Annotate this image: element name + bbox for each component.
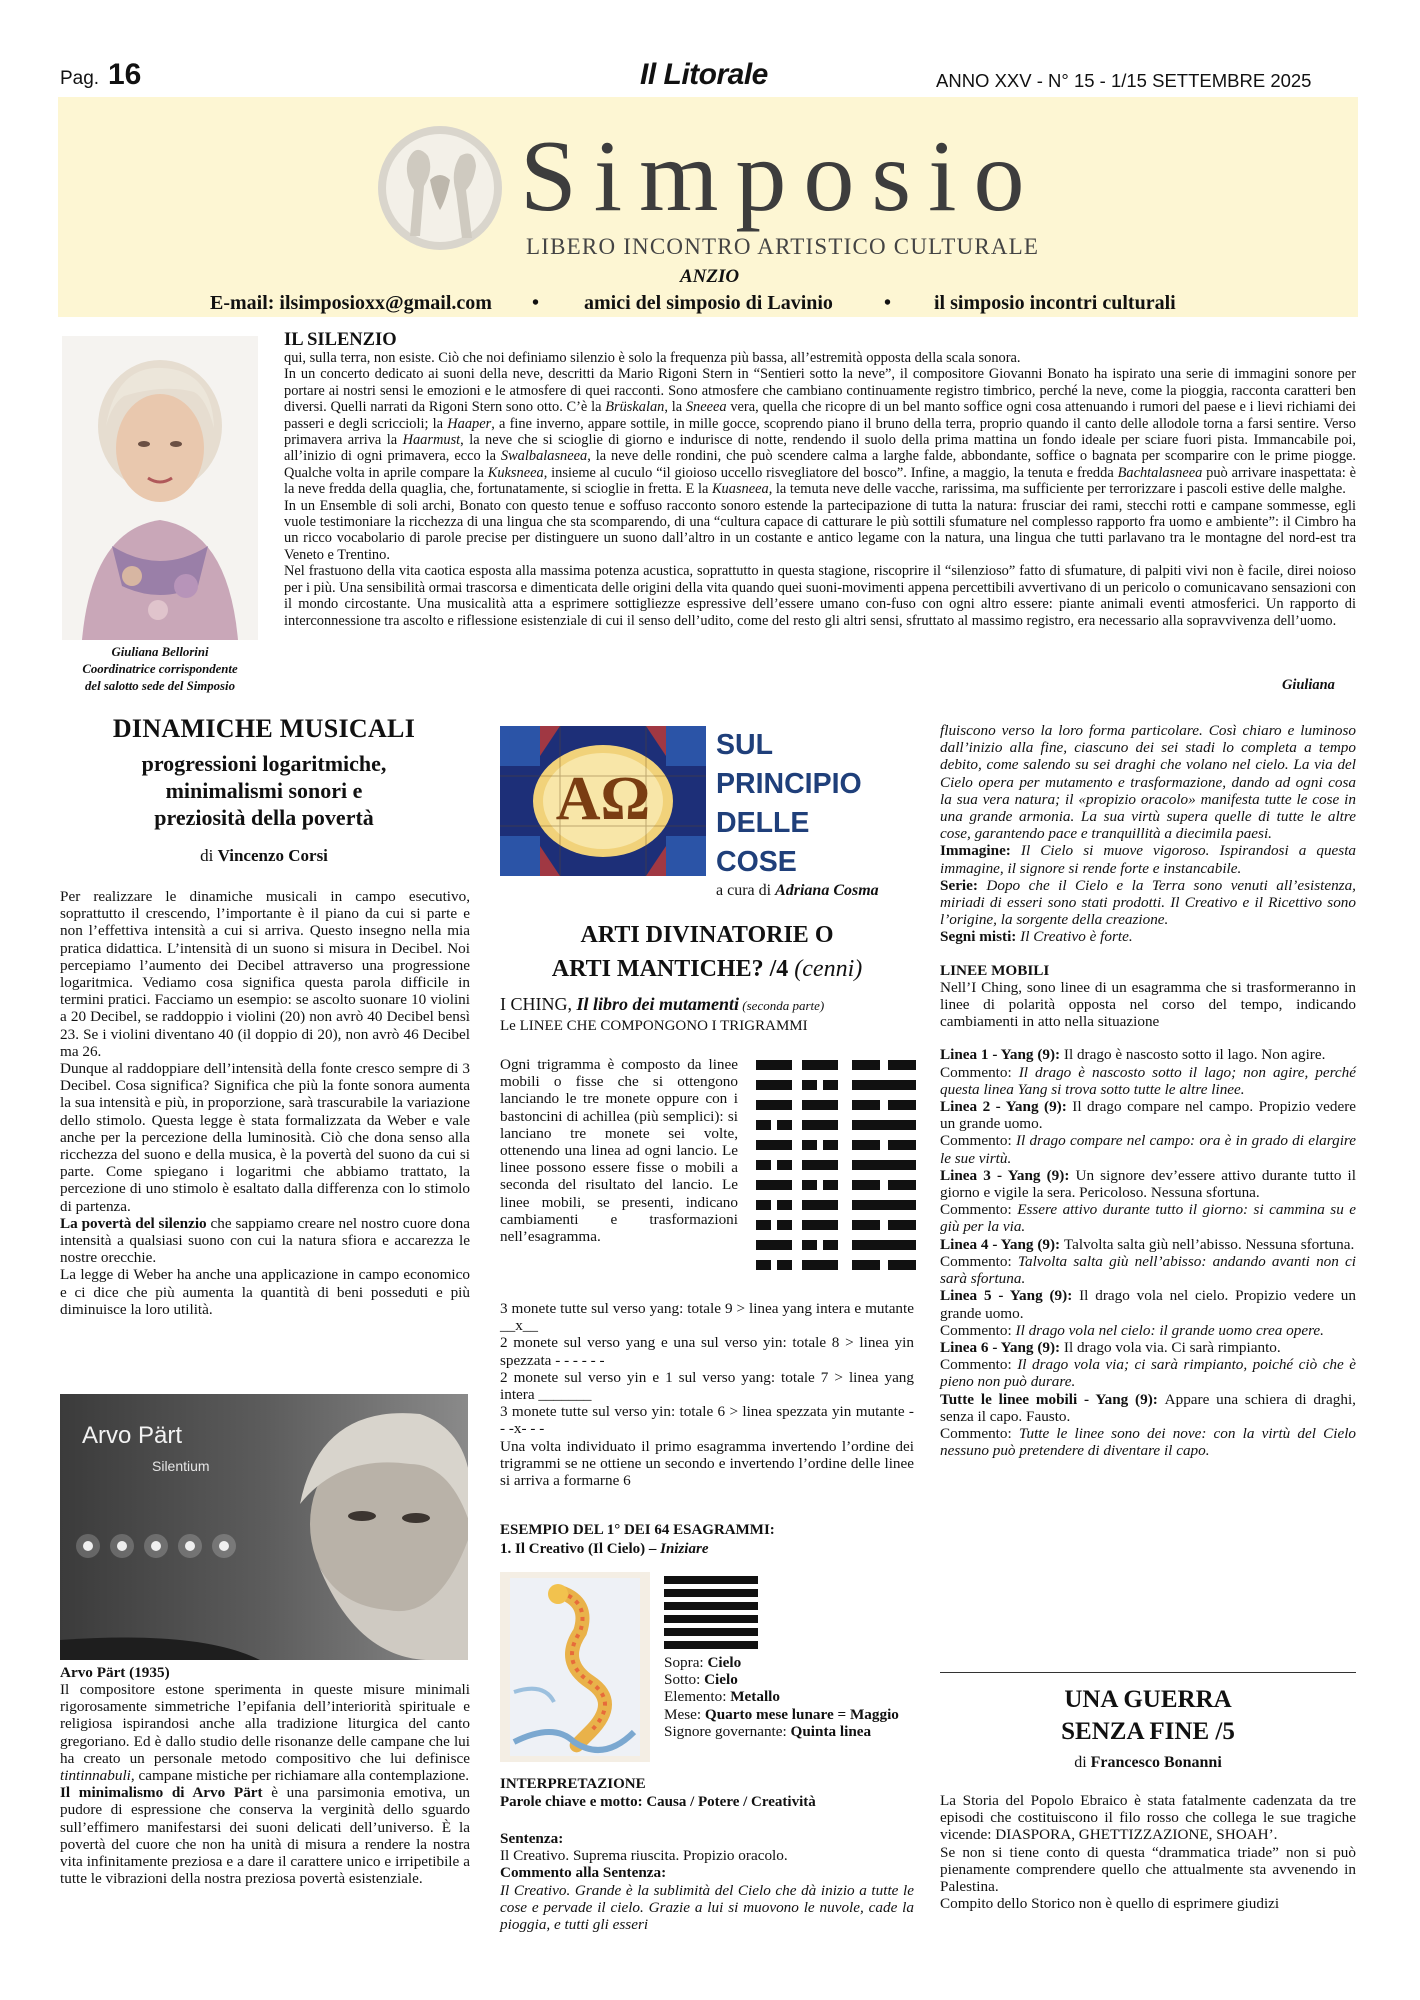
guerra-byline: di Francesco Bonanni	[1074, 1754, 1222, 1771]
commento-text: Il Creativo. Grande è la sublimità del Cielo che dà inizio a tutte le cose e pervade il cielo. Grazie a lui si muovono le nuvole, cade la pioggia, e tutti gli esseri	[500, 1881, 914, 1934]
commento-label: Commento alla Sentenza:	[500, 1864, 667, 1882]
linee-heading: Le LINEE CHE COMPONGONO I TRIGRAMMI	[500, 1018, 808, 1034]
commento-3: Commento: Essere attivo durante tutto il giorno: si cammina su e giù per la via.	[940, 1201, 1356, 1236]
masthead-link-lavinio[interactable]: amici del simposio di Lavinio	[584, 292, 833, 314]
silenzio-p1: qui, sulla terra, non esiste. Ciò che noi definiamo silenzio è solo la frequenza più bassa, all’estremità opposta della scala sonora.	[284, 350, 1021, 366]
interpretazione-heading: INTERPRETAZIONE	[500, 1776, 646, 1792]
silenzio-p3: In un Ensemble di soli archi, Bonato con questo tenue e soffuso racconto sonoro estende la partecipazione di tutta la natura: frusciar dei rami, stecchi rotti e campane sommesse, egli vuole testimoniare la ricchezza di una lingua che sta scomparendo, di una “cultura capace di catturare le più sottili sfumature nel complesso rapporto fra uomo e ambiente”: il Cimbro ha un ricco vocabolario di parole precise per distinguere un suono dall’altro in un costante e antico legame con la natura, una lingua che tutti parlavano tra le montagne del nord-est tra Veneto e Trentino.	[284, 497, 1356, 563]
detail-sopra: Sopra: Cielo	[664, 1654, 742, 1671]
monete-9: 3 monete tutte sul verso yang: totale 9 > linea yang intera e mutante __x__	[500, 1300, 914, 1335]
arvo-caption: Arvo Pärt (1935)	[60, 1664, 170, 1681]
right-column-text	[940, 722, 1356, 1459]
caption-name: Giuliana Bellorini	[111, 645, 209, 659]
principio-title: SUL PRINCIPIO DELLE COSE	[716, 729, 862, 878]
photo-text-album: Silentium	[152, 1458, 210, 1474]
monete-8: 2 monete sul verso yang e una sul verso yin: totale 8 > linea yin spezzata - - - - - -	[500, 1334, 914, 1369]
monete-7: 2 monete sul verso yin e 1 sul verso yang: totale 7 > linea yang intera _______	[500, 1368, 914, 1404]
portrait-photo	[62, 336, 258, 640]
linea-6: Linea 6 - Yang (9): Il drago vola via. Ci sarà rimpianto.	[940, 1338, 1281, 1356]
linee-mobili-text: Nell’I Ching, sono linee di un esagramma che si trasformeranno in linee di polarità opposta nel corso del tempo, indicando cambiamenti in atto nella situazione	[940, 978, 1356, 1031]
issue-info: ANNO XXV - N° 15 - 1/15 SETTEMBRE 2025	[936, 70, 1312, 91]
dragon-image	[500, 1572, 650, 1762]
trigram-diagram	[756, 1056, 916, 1284]
sentenza-block	[500, 1830, 914, 1933]
page-label: Pag.	[60, 68, 100, 89]
dinamiche-title: DINAMICHE MUSICALI	[112, 714, 416, 743]
simposio-logo	[370, 120, 510, 270]
detail-elemento: Elemento: Metallo	[664, 1688, 780, 1706]
dinamiche-article-bottom	[60, 1681, 470, 1887]
commento-1: Commento: Il drago è nascosto sotto il lago; non agire, perché questa linea Yang si trova sotto tutte le altre linee.	[940, 1063, 1356, 1098]
segni-misti: Segni misti: Il Creativo è forte.	[940, 928, 1133, 946]
caption-place: del salotto sede del Simposio	[84, 679, 235, 693]
detail-mese: Mese: Quarto mese lunare = Maggio	[664, 1705, 899, 1723]
masthead-email: E-mail: ilsimposioxx@gmail.com	[210, 292, 492, 314]
principio-curator: a cura di Adriana Cosma	[716, 882, 879, 899]
linee-mobili-title: LINEE MOBILI	[940, 961, 1050, 979]
trigram-text: Ogni trigramma è composto da linee mobili o fisse che si ottengono lanciando le tre monete oppure con i bastoncini di achillea (più semplici): si lanciano tre monete sei volte, ottenendo una linea ad ogni lancio. Le linee possono essere fisse o mobili a seconda del risultato del lancio. Le linee mobili, se presenti, indicano cambiamenti e trasformazioni nell’esagramma.	[500, 1056, 738, 1246]
linea-2: Linea 2 - Yang (9): Il drago compare nel campo. Propizio vedere un grande uomo.	[940, 1098, 1357, 1133]
creativo-details	[664, 1654, 916, 1740]
masthead-link-incontri[interactable]: il simposio incontri culturali	[934, 292, 1176, 314]
commento-5: Commento: Il drago vola nel cielo: il grande uomo crea opere.	[940, 1321, 1324, 1339]
monete-list	[500, 1300, 914, 1489]
linea-4: Linea 4 - Yang (9): Talvolta salta giù nell’abisso. Nessuna sfortuna.	[940, 1235, 1355, 1253]
dinamiche-byline: di Vincenzo Corsi	[200, 846, 328, 865]
parole-chiave: Parole chiave e motto: Causa / Potere / Creatività	[500, 1794, 816, 1810]
photo-text-name: Arvo Pärt	[82, 1422, 183, 1449]
silenzio-article	[284, 350, 1356, 629]
caption-role: Coordinatrice corrispondente	[82, 662, 238, 676]
arvo-part-photo	[60, 1394, 468, 1660]
masthead-subtitle: LIBERO INCONTRO ARTISTICO CULTURALE	[526, 234, 1040, 259]
guerra-title: UNA GUERRA SENZA FINE /5	[1061, 1686, 1235, 1745]
serie: Serie: Dopo che il Cielo e la Terra sono venuti all’esistenza, miriadi di esseri sono stati prodotti. Il Creativo e il Ricettivo sono l’origine, la sorgente della creazione.	[940, 876, 1356, 929]
silenzio-p4: Nel frastuono della vita caotica esposta alla massima potenza acustica, soprattutto in questa stagione, riscoprire il “silenzioso” fatto di sfumature, di palpiti vivi non è facile, direi noioso per i più. Una sensibilità ormai trascorsa e dimenticata delle origini della vita quando quei suoni-movimenti appena percettibili avvertivano di un pericolo o comunicavano sensazioni con il mondo circostante. Una musicalità atta a esprimere sottigliezze espressive dell’essere umano con-fuso con ogni altro essere: piante animali eventi atmosferici. Un rapporto di interconnessione tra ascolto e riflessione esistenziale di cui il senso dell’udito, come del resto gli altri sensi, sfruttato al massimo registro, era necessario alla sopravvivenza dell’uomo.	[284, 563, 1356, 629]
detail-sotto: Sotto: Cielo	[664, 1671, 738, 1689]
section-divider	[940, 1672, 1356, 1673]
linea-1: Linea 1 - Yang (9): Il drago è nascosto sotto il lago. Non agire.	[940, 1046, 1326, 1064]
hexagram-qian	[664, 1576, 758, 1652]
masthead-title: Simposio	[520, 120, 1042, 233]
iching-heading: I CHING, Il libro dei mutamenti (seconda parte)	[500, 994, 825, 1014]
guerra-p3: Compito dello Storico non è quello di esprimere giudizi	[940, 1895, 1280, 1913]
alpha-omega-letters: AΩ	[555, 765, 651, 833]
commento-4: Commento: Talvolta salta giù nell’abisso: andando avanti non ci sarà sfortuna.	[940, 1252, 1357, 1288]
sentenza-label: Sentenza:	[500, 1830, 564, 1847]
monete-6: 3 monete tutte sul verso yin: totale 6 > linea spezzata yin mutante - - -x- - -	[500, 1403, 914, 1438]
arti-title: ARTI DIVINATORIE O ARTI MANTICHE? /4 (cenni)	[551, 922, 863, 982]
linea-5: Linea 5 - Yang (9): Il drago vola nel cielo. Propizio vedere un grande uomo.	[940, 1287, 1356, 1322]
silenzio-p2: In un concerto dedicato ai suoni della neve, descritti da Mario Rigoni Stern in “Sentieri sotto la neve”, il compositore Giovanni Bonato ha ispirato una serie di immagini sonore per portare ai nostri sensi le emozioni e le atmosfere di quei racconti. Sono atmosfere che cambiano continuamente registro timbrico, perché la neve, come la pioggia, racconta caratteri ben diversi. Quelli narrati da Rigoni Stern sono otto. C’è la Brüskalan, la Sneeea vera, quella che ricopre di un bel manto soffice ogni cosa attenuando i rumori del paese e i lievi richiami dei passeri e degli scriccioli; la Haaper, a fine inverno, appare sottile, in mille gocce, scoprendo piano il bruno della terra, proprio quando il canto delle allodole torna a farsi sentire. Verso primavera arriva la Haarmust, la neve che si scioglie di giorno e indurisce di notte, rendendo il suolo della prima mattina un fondo ideale per sciare fuori pista. Immancabile poi, all’inizio di ogni primavera, ecco la Swalbalasneea, la neve delle rondini, che può scendere calma a larghe falde, abbondante, soffice o bagnata per scomparire con le prime piogge. Qualche volta in aprile compare la Kuksneea, insieme al cuculo “il gioioso uccello risvegliatore del bosco”. Infine, a maggio, la tenuta e fredda Bachtalasneea può arrivare inaspettata: è la neve fredda della quaglia, che, fortunatamente, si scioglie in fretta. E la Kuasneea, la temuta neve delle vacche, rarissima, ma sufficiente per terrorizzare i pascoli estive delle malghe.	[284, 366, 1357, 498]
commento-2: Commento: Il drago compare nel campo: ora è in grado di elargire le sue virtù.	[940, 1132, 1357, 1167]
dinamiche-p2: Dunque al raddoppiare dell’intensità della fonte cresco sempre di 3 Decibel. Cosa significa? Significa che più la fonte sonora aumenta la sua intensità e più, in proporzione, sarà trascurabile la variazione dello stimolo. Questa legge è stata formalizzata da Weber e vale anche per la percezione della luminosità. Ciò che dona senso alla ricchezza del suono e della musica, è la povertà del suono da cui si parte. Come spiegano i logaritmi che abbiamo trattato, la percezione di uno stimolo è esaltato dalla differenza con lo stimolo di partenza.	[60, 1060, 470, 1215]
esempio-heading: ESEMPIO DEL 1° DEI 64 ESAGRAMMI:	[500, 1522, 775, 1538]
bullet-2: •	[884, 292, 892, 314]
dinamiche-p5: Il compositore estone sperimenta in queste misure minimali rigorosamente simmetriche l’epifania dell’interiorità spirituale e religiosa ispirandosi anche alla tradizione liturgica del canto gregoriano. Ed è dallo studio delle risonanze delle campane che lui ha creato un personale metodo compositivo che lui definisce tintinnabuli, campane mistiche per richiamare alla contemplazione.	[60, 1681, 470, 1785]
masthead-city: ANZIO	[680, 266, 740, 287]
guerra-p2: Se non si tiene conto di questa “drammatica triade” non si può pienamente comprendere quello che attualmente sta avvenendo in Palestina.	[940, 1843, 1356, 1896]
dinamiche-subtitle: progressioni logaritmiche, minimalismi sonori e preziosità della povertà	[141, 751, 387, 830]
bullet-1: •	[532, 292, 540, 314]
paper-name: Il Litorale	[640, 58, 768, 91]
linee-tutte: Tutte le linee mobili - Yang (9): Appare una schiera di draghi, senza il capo. Fausto.	[940, 1390, 1356, 1425]
guerra-article	[940, 1792, 1356, 1912]
portrait-caption	[58, 644, 262, 695]
immagine: Immagine: Il Cielo si muove vigoroso. Ispirandosi a questa immagine, il signore si rende forte e instancabile.	[940, 842, 1357, 877]
esagramma-note: Una volta individuato il primo esagramma invertendo l’ordine dei trigrammi se ne ottiene un secondo e invertendo l’ordine delle linee si arriva a formarne 6	[500, 1437, 914, 1490]
linea-3: Linea 3 - Yang (9): Un signore dev’essere attivo durante tutto il giorno e vigile la sera. Pericoloso. Nessuna sfortuna.	[940, 1166, 1356, 1202]
dinamiche-p3: La povertà del silenzio che sappiamo creare nel nostro cuore dona intensità a qualsiasi suono con cui la natura sfiora e accarezza le nostre orecchie.	[60, 1214, 470, 1267]
detail-signore: Signore governante: Quinta linea	[664, 1722, 872, 1740]
commento-tutte: Commento: Tutte le linee sono dei nove: con la virtù del Cielo nessuno può pretendere di diventare il capo.	[940, 1424, 1357, 1460]
creativo-heading: 1. Il Creativo (Il Cielo) – Iniziare	[500, 1541, 709, 1557]
guerra-p1: La Storia del Popolo Ebraico è stata fatalmente cadenzata da tre episodi che costituiscono il filo rosso che collega le sue tragiche vicende: DIASPORA, GHETTIZZAZIONE, SHOAH’.	[940, 1792, 1356, 1844]
dinamiche-article-top	[60, 888, 470, 1318]
commento-6: Commento: Il drago vola via; ci sarà rimpianto, poiché ciò che è pieno non può durare.	[940, 1356, 1357, 1391]
silenzio-signature: Giuliana	[1282, 677, 1335, 693]
silenzio-title: IL SILENZIO	[284, 330, 397, 350]
dinamiche-p4: La legge di Weber ha anche una applicazione in campo economico e ci dice che più aumenta la quantità di beni posseduti e più diminuisce la loro utilità.	[60, 1266, 470, 1318]
alpha-omega-image	[500, 726, 706, 876]
dinamiche-p6: Il minimalismo di Arvo Pärt è una parsimonia emotiva, un pudore di espressione che conserva la verginità dello sguardo sull’effimero manifestarsi dei suoni delicati dell’universo. È la povertà del cuore che non ha unità di misura a rendere la nostra vita infinitamente preziosa e a dare il carattere unico e irripetibile a tutte le vibrazioni della nostra preziosa povertà esistenziale.	[60, 1784, 471, 1888]
dinamiche-p1: Per realizzare le dinamiche musicali in campo esecutivo, soprattutto il crescendo, l’importante è il piano da cui si parte e non l’effettiva intensità a cui si arriva. Questo insegno nella mia pratica didattica. L’intensità di un suono si misura in Decibel. Noi percepiamo l’aumento dei Decibel attraverso una progressione logaritmica. Vediamo cosa significa questa parola difficile in termini pratici. Facciamo un esempio: se ascolto suonare 10 violini a 20 Decibel, se raddoppio i violini (20) non avrò 40 Decibel bensì 23. Se i violini diventano 40 (il doppio di 20), non avrò 46 Decibel ma 26.	[60, 888, 470, 1060]
commento-cont: fluiscono verso la loro forma particolare. Così chiaro e luminoso dall’inizio alla fine, ciascuno dei sei stadi lo completa a tempo debito, come salendo su sei draghi che volano nel cielo. La via del Cielo opera per mutamento e trasformazione, dando ad ogni cosa la sua vera natura; il «propizio oracolo» manifesta tutte le cose in una grande armonia. La sua virtù supera quelle di tutte le altre cose, garantendo pace e tranquillità a diecimila paesi.	[940, 722, 1356, 843]
sentenza-text: Il Creativo. Suprema riuscita. Propizio oracolo.	[500, 1847, 788, 1865]
page-number: 16	[108, 58, 142, 91]
